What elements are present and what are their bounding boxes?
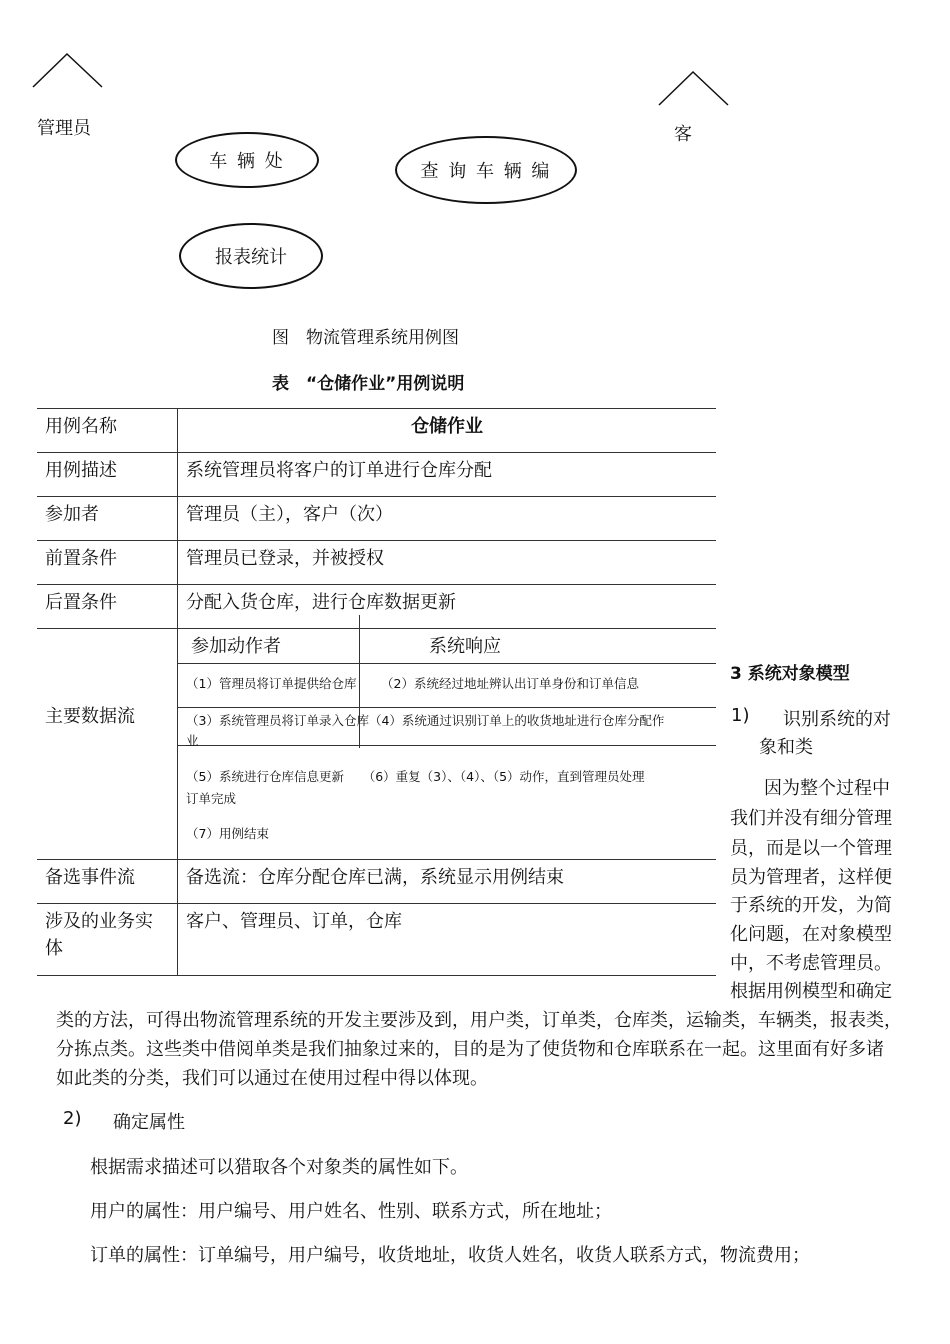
actor-admin-head-icon: [30, 50, 106, 90]
item1-text-cont: 象和类: [759, 737, 813, 758]
table-rule: [37, 903, 716, 904]
flow-step-2: （2）系统经过地址辨认出订单身份和订单信息: [381, 676, 639, 691]
flow-col-actor: 参加动作者: [191, 636, 281, 657]
table-rule: [37, 452, 716, 453]
row-label-post: 后置条件: [45, 592, 117, 613]
usecase-query-vehicle: [395, 136, 577, 204]
table-rule: [37, 408, 716, 409]
right-para-line: 因为整个过程中: [764, 778, 890, 799]
usecase-vehicle: [175, 132, 319, 188]
flow-col-system: 系统响应: [429, 636, 501, 657]
right-para-line: 中，不考虑管理员。: [730, 953, 892, 974]
diagram-caption: 图 物流管理系统用例图: [272, 328, 459, 348]
row-label-name: 用例名称: [45, 416, 117, 437]
table-rule: [37, 628, 716, 629]
row-label-flow: 主要数据流: [45, 706, 135, 727]
table-rule: [177, 707, 716, 708]
row-value-desc: 系统管理员将客户的订单进行仓库分配: [186, 460, 492, 481]
table-rule: [37, 584, 716, 585]
section-heading: 3 系统对象模型: [730, 664, 850, 684]
body-paragraph: 用户的属性：用户编号、用户姓名、性别、联系方式，所在地址；: [90, 1201, 612, 1222]
right-para-line: 员，而是以一个管理: [730, 838, 892, 859]
row-value-name: 仓储作业: [411, 416, 483, 437]
flow-step-3-cont: 业: [186, 733, 199, 748]
usecase-vehicle-label: 车 辆 处: [209, 151, 285, 172]
table-rule: [177, 663, 716, 664]
row-label-entity-cont: 体: [45, 938, 63, 959]
row-value-entity: 客户、管理员、订单，仓库: [186, 911, 402, 932]
row-label-actors: 参加者: [45, 504, 99, 525]
body-line: 分拣点类。这些类中借阅单类是我们抽象过来的，目的是为了使货物和仓库联系在一起。这里面有好多诸: [56, 1039, 884, 1060]
right-para-line: 根据用例模型和确定: [730, 981, 892, 1002]
row-label-entity: 涉及的业务实: [45, 911, 153, 932]
right-para-line: 我们并没有细分管理: [730, 808, 892, 829]
right-para-line: 化问题，在对象模型: [730, 924, 892, 945]
table-column-rule: [177, 408, 178, 975]
flow-step-5-cont: 订单完成: [186, 791, 237, 806]
table-rule: [37, 540, 716, 541]
row-value-pre: 管理员已登录，并被授权: [186, 548, 384, 569]
table-title: 表 “仓储作业”用例说明: [272, 374, 465, 394]
usecase-report-label: 报表统计: [215, 247, 287, 268]
actor-customer-label: 客: [674, 124, 692, 145]
flow-step-1: （1）管理员将订单提供给仓库: [186, 676, 357, 691]
table-rule: [37, 859, 716, 860]
table-rule: [37, 496, 716, 497]
table-rule: [177, 745, 716, 746]
body-paragraph: 订单的属性：订单编号，用户编号，收货地址，收货人姓名，收货人联系方式，物流费用；: [90, 1245, 810, 1266]
item1-number: 1): [731, 705, 750, 726]
flow-step-3: （3）系统管理员将订单录入仓库（4）系统通过识别订单上的收货地址进行仓库分配作: [186, 713, 665, 728]
body-line: 类的方法，可得出物流管理系统的开发主要涉及到，用户类，订单类，仓库类，运输类，车辆类，报表类，: [56, 1010, 902, 1031]
actor-admin-label: 管理员: [37, 118, 91, 139]
flow-step-7: （7）用例结束: [186, 826, 269, 841]
item2-number: 2): [63, 1108, 82, 1129]
body-paragraph: 根据需求描述可以猎取各个对象类的属性如下。: [90, 1157, 468, 1178]
row-label-pre: 前置条件: [45, 548, 117, 569]
row-label-alt: 备选事件流: [45, 867, 135, 888]
row-value-actors: 管理员（主），客户（次）: [186, 504, 393, 525]
usecase-report: [179, 223, 323, 289]
usecase-query-label: 查 询 车 辆 编: [420, 161, 552, 182]
right-para-line: 员为管理者，这样便: [730, 867, 892, 888]
item1-text: 识别系统的对: [783, 709, 891, 730]
item2-text: 确定属性: [113, 1112, 185, 1133]
row-label-desc: 用例描述: [45, 460, 117, 481]
table-rule: [37, 975, 716, 976]
body-line: 如此类的分类，我们可以通过在使用过程中得以体现。: [56, 1068, 488, 1089]
right-para-line: 于系统的开发，为简: [730, 895, 892, 916]
flow-step-5: （5）系统进行仓库信息更新 （6）重复（3）、（4）、（5）动作，直到管理员处理: [186, 769, 645, 784]
row-value-alt: 备选流：仓库分配仓库已满，系统显示用例结束: [186, 867, 564, 888]
row-value-post: 分配入货仓库，进行仓库数据更新: [186, 592, 456, 613]
actor-customer-head-icon: [656, 68, 732, 108]
